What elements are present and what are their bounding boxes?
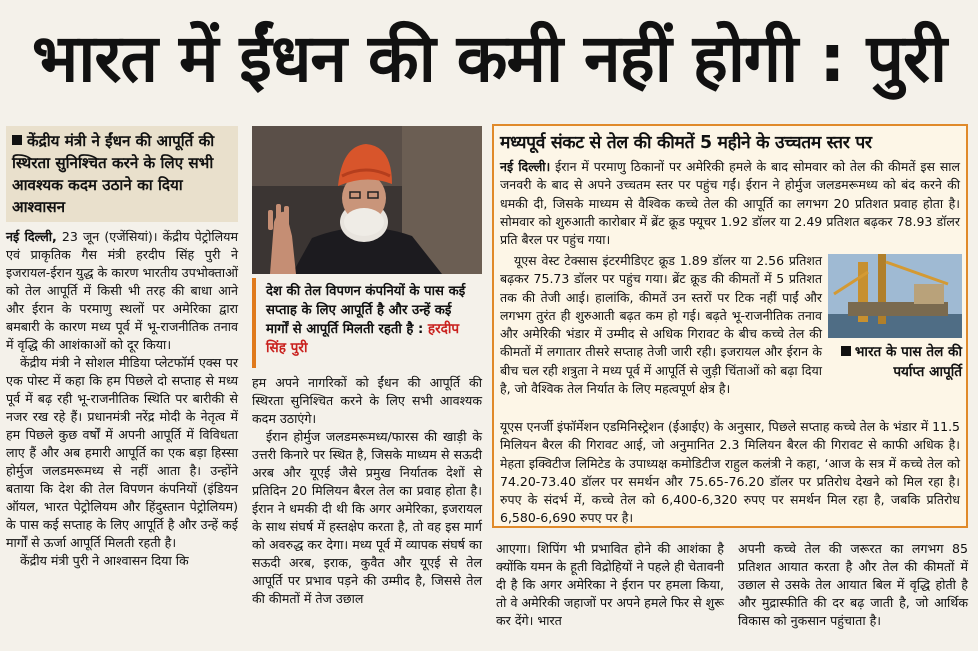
column-1-paragraph-1-text: 23 जून (एजेंसियां)। केंद्रीय पेट्रोलियम एवं प्राकृतिक गैस मंत्री हरदीप सिंह पुरी ने इजरायल-ईरान युद्ध के कारण भारतीय उपभोक्ताओं को तेल आपूर्ति में किसी भी तरह की बाधा आने और ईरान के परमाणु स्थलों पर अमेरिका द्वारा बमबारी के कारण मध्य पूर्व में भू-राजनीतिक तनाव में वृद्धि की आशंकाओं को दूर किया। [6,229,238,352]
boxed-story-paragraph-3: यूएस एनर्जी इंफॉर्मेशन एडमिनिस्ट्रेशन (ईआईए) के अनुसार, पिछले सप्ताह कच्चे तेल के भंडार में 11.5 मिलियन बैरल की गिरावट आई, जो अनुमानित 2.3 मिलियन बैरल की गिरावट से काफी अधिक है। मेहता इक्विटीज लिमिटेड के उपाध्यक्ष कमोडिटीज राहुल कलंत्री ने कहा, ‘आज के सत्र में कच्चे तेल को 74.20-73.40 डॉलर पर समर्थन और 75.65-76.20 डॉलर पर प्रतिरोध देखने को मिल रहा है। रुपए के संदर्भ में, कच्चे तेल को 6,400-6,320 रुपए पर समर्थन मिल रहा है, जबकि प्रतिरोध 6,580-6,690 रुपए पर है। [500,419,960,526]
boxed-story-headline: मध्यपूर्व संकट से तेल की कीमतें 5 महीने के उच्चतम स्तर पर [500,133,872,153]
column-1-paragraph-3: केंद्रीय मंत्री पुरी ने आश्वासन दिया कि [20,553,189,568]
column-2-paragraph-2: ईरान होर्मुज जलडमरूमध्य/फारस की खाड़ी के उत्तरी किनारे पर स्थित है, जिसके माध्यम से सऊदी अरब और यूएई जैसे प्रमुख निर्यातक देशों से प्रतिदिन 20 मिलियन बैरल तेल का प्रवाह होता है। ईरान ने धमकी दी थी कि अगर अमेरिका, इजरायल के साथ संघर्ष में हस्तक्षेप करता है, तो वह इस मार्ग को अवरुद्ध कर देगा। मध्य पूर्व में व्यापक संघर्ष का सऊदी अरब, इराक, कुवैत और यूएई से तेल आपूर्ति पर प्रभाव पड़ने की उम्मीद है, जिससे तेल की कीमतों में तेज उछाल [252,429,482,606]
minister-photo [252,126,482,274]
dateline: नई दिल्ली, [6,229,57,244]
sub-headline-text: केंद्रीय मंत्री ने ईंधन की आपूर्ति की स्थिरता सुनिश्चित करने के लिए सभी आवश्यक कदम उठाने का दिया आश्वासन [12,132,215,216]
bullet-square-icon [12,135,22,145]
column-1-paragraph-1 [6,228,238,354]
column-1-paragraph-2: केंद्रीय मंत्री ने सोशल मीडिया प्लेटफॉर्म एक्स पर एक पोस्ट में कहा कि हम पिछले दो सप्ताह से मध्य पूर्व में बढ़ रही भू-राजनीतिक स्थिति पर बारीकी से नजर रख रहे हैं। प्रधानमंत्री नरेंद्र मोदी के नेतृत्व में हम पिछले कुछ वर्षों में अपनी आपूर्ति में विविधता लाए हैं और अब हमारी आपूर्ति का एक बड़ा हिस्सा होर्मुज जलडमरूमध्य से नहीं आता है। उन्होंने बताया कि देश की तेल विपणन कंपनियों (इंडियन ऑयल, भारत पेट्रोलियम और हिंदुस्तान पेट्रोलियम) के पास कई सप्ताह के लिए आपूर्ति है और उन्हें कई मार्गों से ऊर्जा आपूर्ति मिलती रहती है। [6,355,238,550]
column-4 [738,540,968,646]
column-2-paragraph-1: हम अपने नागरिकों को ईंधन की आपूर्ति की स्थिरता सुनिश्चित करने के लिए सभी आवश्यक कदम उठाएंगे। [252,375,482,426]
main-headline: भारत में ईंधन की कमी नहीं होगी : पुरी [31,20,947,97]
sub-headline [6,126,238,222]
column-1 [6,228,238,646]
minister-portrait-illustration [252,126,482,274]
column-4-paragraph: अपनी कच्चे तेल की जरूरत का लगभग 85 प्रतिशत आयात करता है और तेल की कीमतों में उछाल से उसके तेल आयात बिल में वृद्धि होती है और मुद्रास्फीति की दर बढ़ जाती है, जो आर्थिक विकास को नुकसान पहुंचाता है। [738,541,968,628]
column-3-paragraph: आएगा। शिपिंग भी प्रभावित होने की आशंका है क्योंकि यमन के हूती विद्रोहियों ने पहले ही चेतावनी दी है कि अगर अमेरिका ने ईरान पर हमला किया, तो वे अमेरिकी जहाजों पर अपने हमले फिर से शुरू कर देंगे। भारत [496,541,724,628]
column-3 [496,540,724,646]
boxed-story-body-bottom [500,418,960,526]
oil-rig-caption [828,342,962,390]
boxed-story-dateline: नई दिल्ली। [500,159,551,174]
oil-rig-illustration [828,254,962,338]
pull-quote-text: देश की तेल विपणन कंपनियों के पास कई सप्ताह के लिए आपूर्ति है और उन्हें कई मार्गों से आपूर्ति मिलती रहती है : [266,284,466,337]
pull-quote [252,278,482,368]
boxed-story-body-top [500,158,960,250]
pull-quote-attribution: हरदीप सिंह पुरी [266,321,460,356]
oil-rig-caption-text: भारत के पास तेल की पर्याप्त आपूर्ति [854,344,962,380]
boxed-story-paragraph-2: यूएस वेस्ट टेक्सास इंटरमीडिएट क्रूड 1.89 डॉलर या 2.56 प्रतिशत बढ़कर 75.73 डॉलर पर पहुंच गया। ब्रेंट क्रूड की कीमतों में 5 प्रतिशत तक की तेजी आई। हालांकि, कीमतें उन स्तरों पर टिक नहीं पाईं और लगभग तुरंत ही शुरुआती बढ़त कम हो गई। बढ़ते भू-राजनीतिक तनाव और अमेरिकी भंडार में उम्मीद से अधिक गिरावट के बीच कच्चे तेल की कीमतों में लगातार तीसरे सप्ताह तेजी जारी रही। इजरायल और ईरान के बीच चल रही शत्रुता ने मध्य पूर्व में आपूर्ति से जुड़ी चिंताओं को बढ़ा दिया है, जो वैश्विक तेल निर्यात के लिए महत्वपूर्ण क्षेत्र है। [500,253,822,397]
bullet-square-icon [841,346,851,356]
boxed-story-paragraph-1 [500,158,960,249]
boxed-story-paragraph-1-text: ईरान में परमाणु ठिकानों पर अमेरिकी हमले के बाद सोमवार को तेल की कीमतें इस साल जनवरी के बाद से अपने उच्चतम स्तर पर पहुंच गईं। ईरान ने होर्मुज जलडमरूमध्य को बंद करने की धमकी दी, जिसके माध्यम से वैश्विक कच्चे तेल की आपूर्ति का लगभग 20 प्रतिशत प्रवाह होता है। सोमवार को शुरुआती कारोबार में ब्रेंट क्रूड फ्यूचर 1.92 डॉलर या 2.49 प्रतिशत बढ़कर 78.93 डॉलर प्रति बैरल पर पहुंच गया। [500,159,960,248]
boxed-story-body-middle [500,252,822,416]
column-2 [252,374,482,646]
oil-rig-photo [828,254,962,338]
